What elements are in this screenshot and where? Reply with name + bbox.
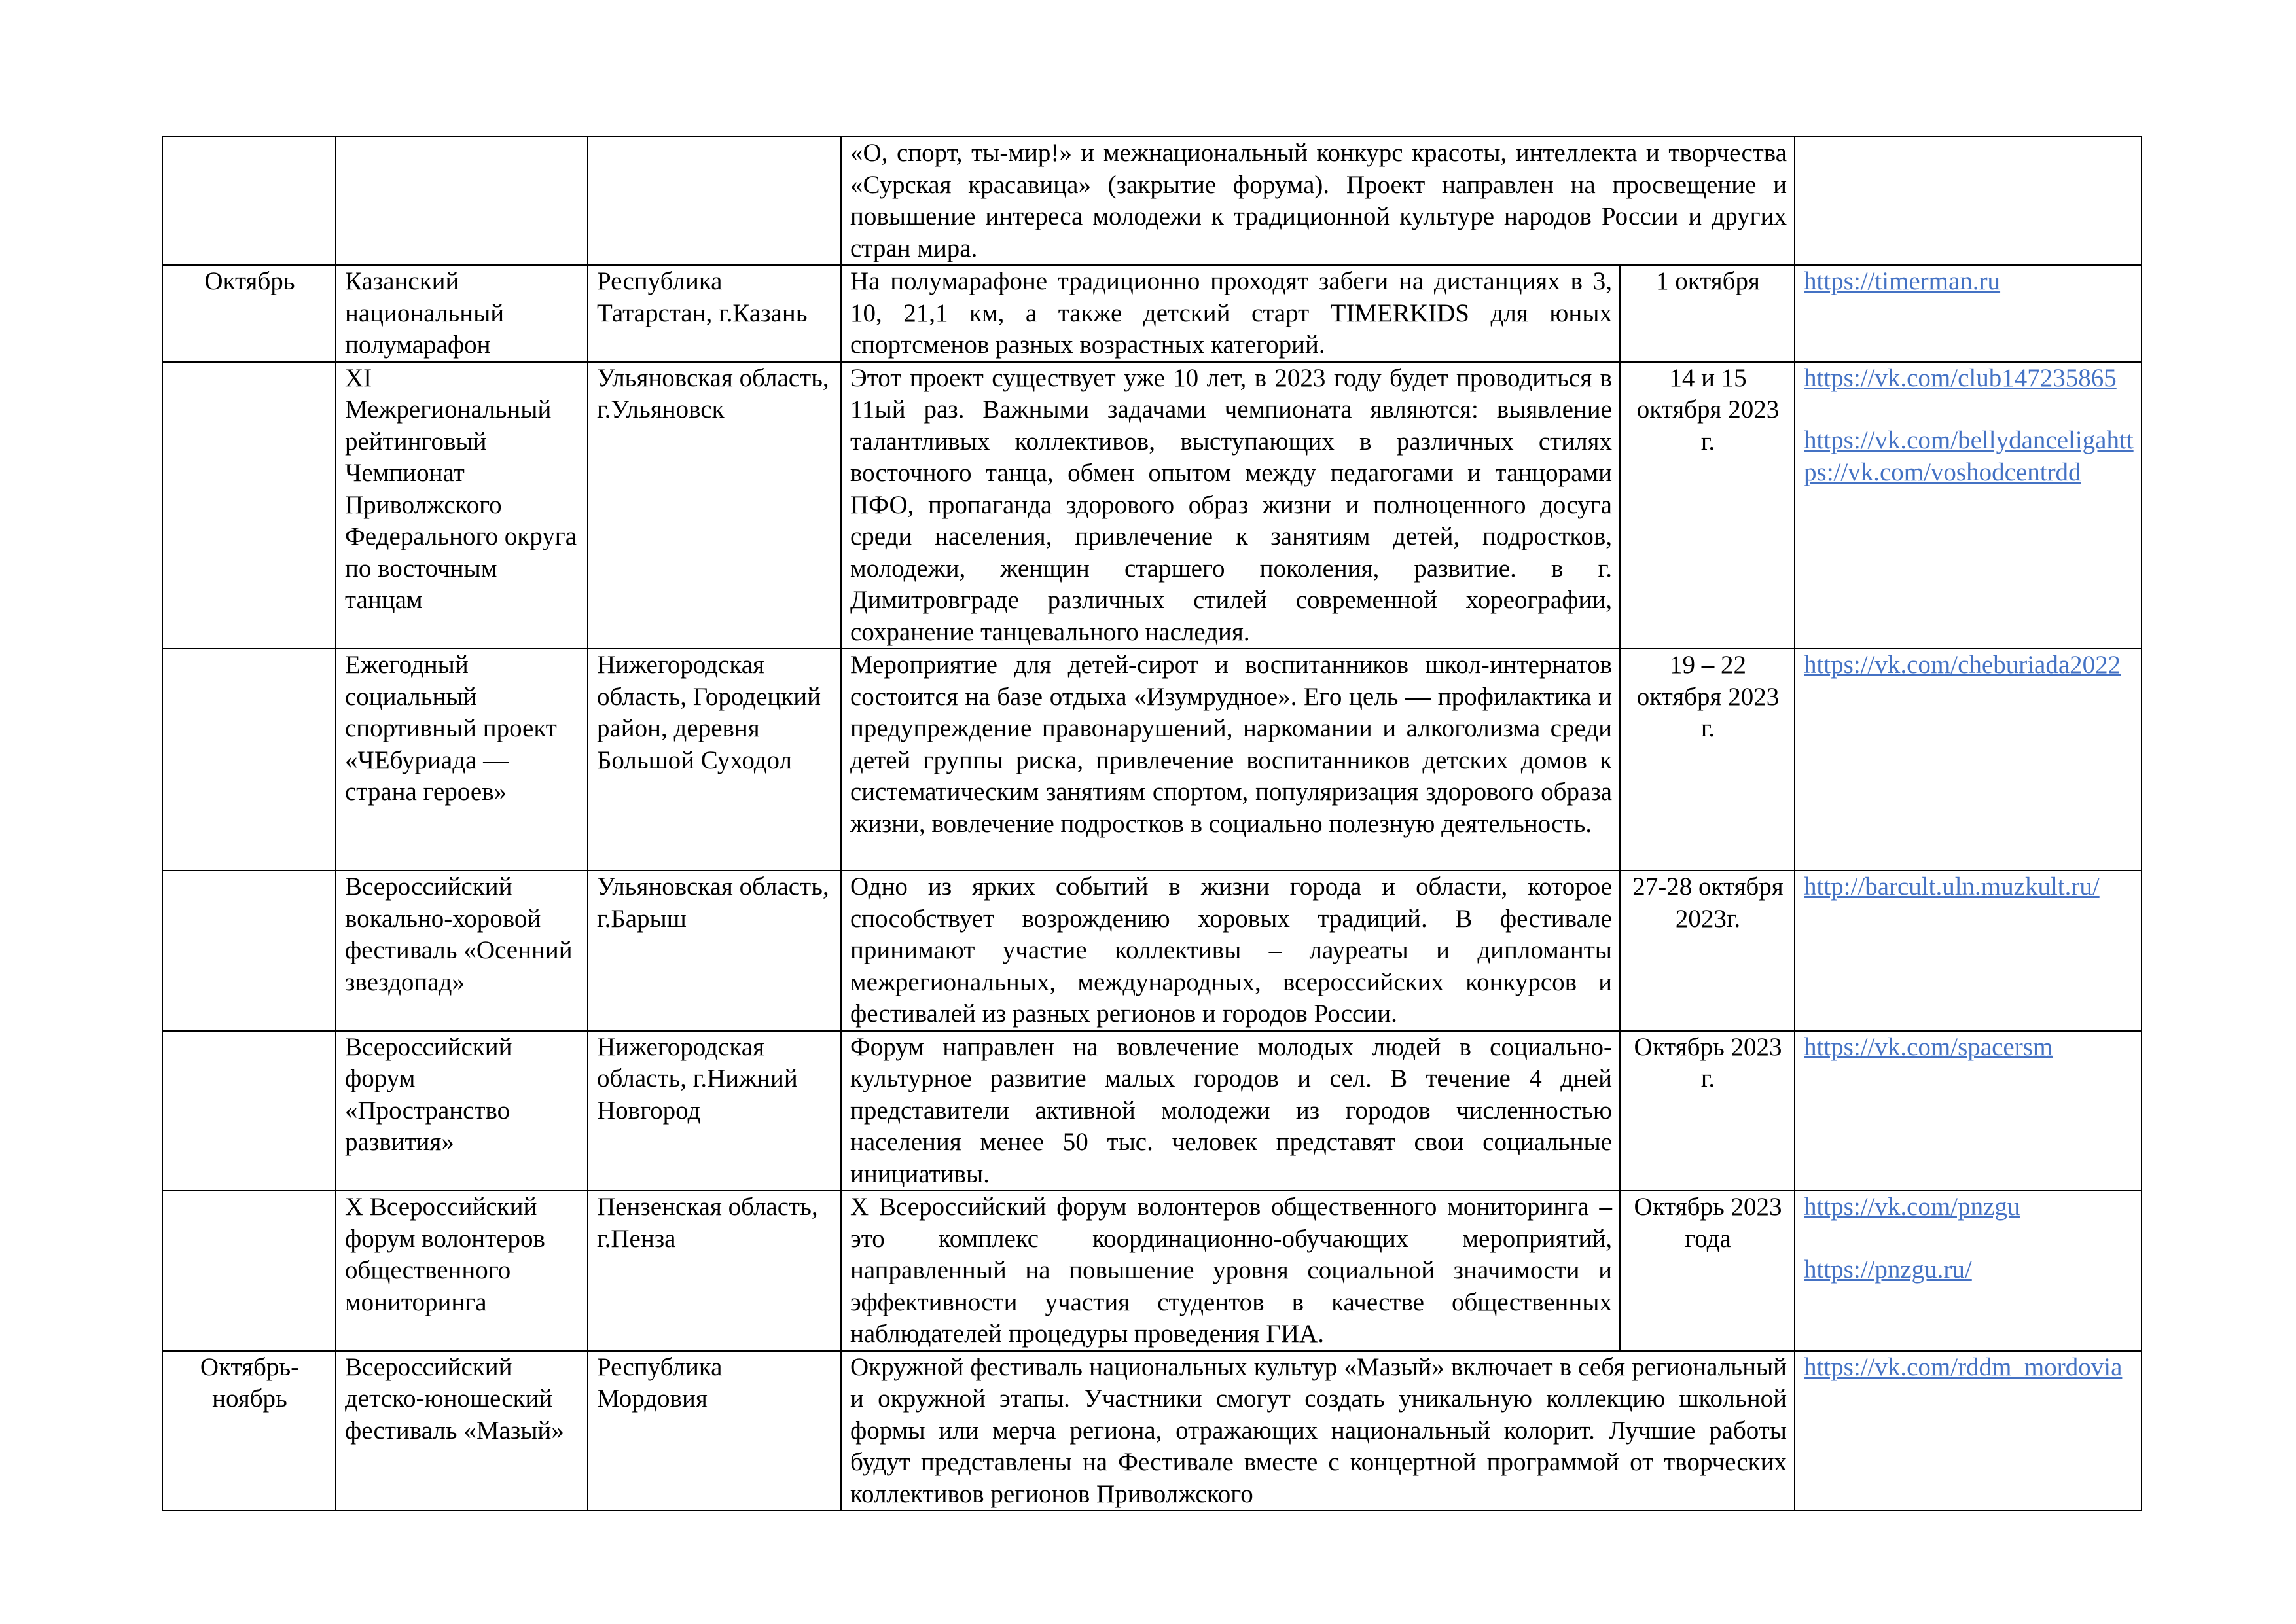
month-cell [162, 362, 336, 649]
month-cell: Октябрь [162, 265, 336, 362]
month-cell: Октябрь-ноябрь [162, 1351, 336, 1511]
event-description-cell: Форум направлен на вовлечение молодых людей в социально-культурное развитие малых городов и сел. В течение 4 дней представители активной молодежи из городов численностью населения менее 50 тыс. человек представят свои социальные инициативы. [841, 1031, 1620, 1191]
event-description-cell: На полумарафоне традиционно проходят забеги на дистанциях в 3, 10, 21,1 км, а также детский старт TIMERKIDS для юных спортсменов разных возрастных категорий. [841, 265, 1620, 362]
event-date-cell: 27-28 октября 2023г. [1620, 871, 1795, 1031]
event-links-cell [1795, 1031, 2142, 1191]
table-row [162, 265, 2142, 362]
table-row [162, 362, 2142, 649]
event-link[interactable]: https://vk.com/bellydanceligahttps://vk.com/voshodcentrdd [1804, 426, 2134, 486]
table-row [162, 649, 2142, 871]
event-link[interactable]: https://vk.com/spacersm [1804, 1032, 2053, 1061]
event-date-cell: Октябрь 2023 года [1620, 1191, 1795, 1351]
event-name-cell: Ежегодный социальный спортивный проект «ЧЕбуриада — страна героев» [336, 649, 588, 871]
event-place-cell: Республика Татарстан, г.Казань [588, 265, 841, 362]
event-name-cell: XI Межрегиональный рейтинговый Чемпионат Приволжского Федерального округа по восточным танцам [336, 362, 588, 649]
event-link[interactable]: https://vk.com/cheburiada2022 [1804, 651, 2121, 679]
event-date-cell: Октябрь 2023 г. [1620, 1031, 1795, 1191]
event-name-cell: Казанский национальный полумарафон [336, 265, 588, 362]
event-link[interactable]: https://timerman.ru [1804, 267, 2001, 295]
event-description-cell: Одно из ярких событий в жизни города и области, которое способствует возрождению хоровых традиций. В фестивале принимают участие коллективы – лауреаты и дипломанты межрегиональных, международных, всероссийских конкурсов и фестивалей из разных регионов и городов России. [841, 871, 1620, 1031]
event-name-cell: Всероссийский вокально-хоровой фестиваль «Осенний звездопад» [336, 871, 588, 1031]
event-date-cell: 19 – 22 октября 2023 г. [1620, 649, 1795, 871]
table-row [162, 1031, 2142, 1191]
event-links-cell [1795, 362, 2142, 649]
event-links-cell [1795, 871, 2142, 1031]
month-cell [162, 649, 336, 871]
event-link[interactable]: https://vk.com/pnzgu [1804, 1193, 2020, 1221]
table-row [162, 1191, 2142, 1351]
month-cell [162, 1031, 336, 1191]
event-place-cell: Пензенская область, г.Пенза [588, 1191, 841, 1351]
month-cell [162, 1191, 336, 1351]
event-place-cell: Республика Мордовия [588, 1351, 841, 1511]
event-place-cell: Ульяновская область, г.Ульяновск [588, 362, 841, 649]
event-place-cell [588, 137, 841, 265]
event-name-cell: X Всероссийский форум волонтеров общественного мониторинга [336, 1191, 588, 1351]
month-cell [162, 137, 336, 265]
event-date-cell: 14 и 15 октября 2023 г. [1620, 362, 1795, 649]
event-links-cell [1795, 1191, 2142, 1351]
table-row [162, 137, 2142, 265]
event-name-cell: Всероссийский форум «Пространство развития» [336, 1031, 588, 1191]
event-links-cell [1795, 1351, 2142, 1511]
event-link[interactable]: https://pnzgu.ru/ [1804, 1255, 1972, 1284]
event-description-cell: Мероприятие для детей-сирот и воспитанников школ-интернатов состоится на базе отдыха «Изумрудное». Его цель — профилактика и предупреждение правонарушений, наркомании и алкоголизма среди детей группы риска, привлечение воспитанников детских домов к систематическим занятиям спортом, популяризация здорового образа жизни, вовлечение подростков в социально полезную деятельность. [841, 649, 1620, 871]
event-description-cell: Окружной фестиваль национальных культур «Мазый» включает в себя региональный и окружной этапы. Участники смогут создать уникальную коллекцию школьной формы или мерча региона, отражающих национальный колорит. Лучшие работы будут представлены на Фестивале вместе с концертной программой от творческих коллективов регионов Приволжского [841, 1351, 1795, 1511]
events-table [162, 136, 2142, 1511]
month-cell [162, 871, 336, 1031]
event-name-cell: Всероссийский детско-юношеский фестиваль «Мазый» [336, 1351, 588, 1511]
event-links-cell [1795, 265, 2142, 362]
event-link[interactable]: https://vk.com/rddm_mordovia [1804, 1352, 2123, 1381]
event-description-cell: X Всероссийский форум волонтеров общественного мониторинга – это комплекс координационно-обучающих мероприятий, направленный на повышение уровня социальной значимости и эффективности участия студентов в качестве общественных наблюдателей процедуры проведения ГИА. [841, 1191, 1620, 1351]
event-place-cell: Ульяновская область, г.Барыш [588, 871, 841, 1031]
event-place-cell: Нижегородская область, Городецкий район, деревня Большой Суходол [588, 649, 841, 871]
event-name-cell [336, 137, 588, 265]
table-row [162, 1351, 2142, 1511]
event-description-cell: Этот проект существует уже 10 лет, в 2023 году будет проводиться в 11ый раз. Важными задачами чемпионата являются: выявление талантливых коллективов, выступающих в различных стилях восточного танца, обмен опытом между педагогами и танцорами ПФО, пропаганда здорового образ жизни и полноценного досуга среди населения, привлечение к занятиям детей, подростков, молодежи, женщин старшего поколения, развитие. в г. Димитровграде различных стилей современной хореографии, сохранение танцевального наследия. [841, 362, 1620, 649]
event-link[interactable]: https://vk.com/club147235865 [1804, 363, 2117, 392]
event-link[interactable]: http://barcult.uln.muzkult.ru/ [1804, 873, 2100, 901]
event-links-cell [1795, 137, 2142, 265]
event-links-cell [1795, 649, 2142, 871]
table-row [162, 871, 2142, 1031]
event-place-cell: Нижегородская область, г.Нижний Новгород [588, 1031, 841, 1191]
event-description-cell: «О, спорт, ты-мир!» и межнациональный конкурс красоты, интеллекта и творчества «Сурская красавица» (закрытие форума). Проект направлен на просвещение и повышение интереса молодежи к традиционной культуре народов России и других стран мира. [841, 137, 1795, 265]
event-date-cell: 1 октября [1620, 265, 1795, 362]
